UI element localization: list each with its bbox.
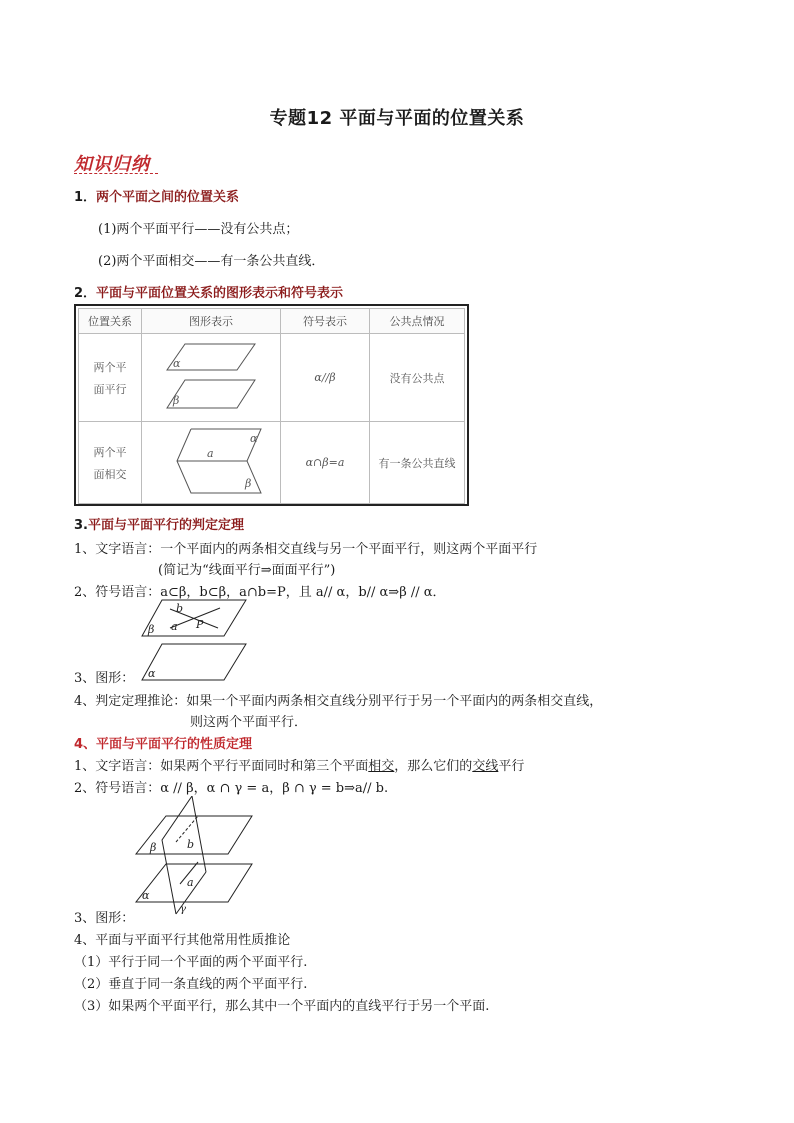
label-b: b [187, 838, 195, 851]
figure-cell-intersect [142, 422, 281, 504]
table-header: 公共点情况 [370, 309, 465, 334]
relation-table [74, 304, 469, 506]
page-title: 专题12 平面与平面的位置关系 [269, 108, 525, 129]
table-header: 符号表示 [281, 309, 370, 334]
symbol-language: 2、符号语言：a⊂β，b⊂β，a∩b=P，且 a// α，b// α⇒β // α． [74, 585, 446, 600]
relation-cell: 两个平 面相交 [79, 422, 142, 504]
section-banner: 知识归纳 [74, 154, 150, 175]
label-b: b [176, 602, 184, 615]
section-1-item: (1)两个平面平行——没有公共点； [98, 222, 299, 237]
table-header: 图形表示 [142, 309, 281, 334]
common-cell: 没有公共点 [370, 334, 465, 422]
section-2-heading: 2．平面与平面位置关系的图形表示和符号表示 [74, 286, 344, 301]
table-row [79, 334, 465, 422]
label-p: P [196, 618, 204, 631]
property-figure [132, 796, 256, 920]
figure-label: 3、图形： [74, 671, 135, 686]
property-item: （2）垂直于同一条直线的两个平面平行. [74, 977, 308, 992]
property-corollary-heading: 4、平面与平面平行其他常用性质推论 [74, 933, 291, 948]
section-4-heading: 4、平面与平面平行的性质定理 [74, 737, 253, 752]
relation-cell: 两个平 面平行 [79, 334, 142, 422]
corollary-text-cont: 则这两个平面平行． [190, 715, 308, 730]
parallel-planes-figure [151, 336, 271, 416]
label-beta: β [173, 394, 180, 407]
label-alpha: α [173, 357, 181, 370]
label-beta: β [150, 841, 157, 854]
label-a: a [187, 876, 194, 889]
label-gamma: γ [180, 904, 186, 915]
label-alpha: α [250, 432, 258, 445]
section-1-item: (2)两个平面相交——有一条公共直线． [98, 254, 325, 269]
label-beta: β [245, 477, 252, 490]
corollary-text: 4、判定定理推论：如果一个平面内两条相交直线分别平行于另一个平面内的两条相交直线， [74, 694, 603, 709]
property-text-language: 1、文字语言：如果两个平行平面同时和第三个平面相交，那么它们的交线平行 [74, 759, 525, 774]
label-alpha: α [148, 667, 156, 680]
property-symbol-language: 2、符号语言：α // β，α ∩ γ = a，β ∩ γ = b⇒a// b. [74, 781, 389, 796]
section-3-heading: 3.平面与平面平行的判定定理 [74, 518, 244, 533]
property-item: （3）如果两个平面平行，那么其中一个平面内的直线平行于另一个平面. [74, 999, 490, 1014]
text-language: 1、文字语言：一个平面内的两条相交直线与另一个平面平行，则这两个平面平行 [74, 542, 538, 557]
property-item: （1）平行于同一个平面的两个平面平行. [74, 955, 308, 970]
text-shorthand: (简记为“线面平行⇒面面平行”) [158, 563, 336, 578]
table-header: 位置关系 [79, 309, 142, 334]
property-figure-label: 3、图形： [74, 911, 135, 926]
label-beta: β [148, 623, 155, 636]
label-alpha: α [142, 889, 150, 902]
symbol-cell: α∩β=a [281, 422, 370, 504]
table-row [79, 422, 465, 504]
banner-underline [74, 173, 158, 174]
section-1-heading: 1．两个平面之间的位置关系 [74, 190, 240, 205]
common-cell: 有一条公共直线 [370, 422, 465, 504]
symbol-cell: α//β [281, 334, 370, 422]
intersecting-planes-figure [151, 423, 271, 499]
criterion-figure [140, 598, 252, 684]
label-a: a [171, 620, 178, 633]
figure-cell-parallel [142, 334, 281, 422]
label-a: a [207, 447, 214, 460]
